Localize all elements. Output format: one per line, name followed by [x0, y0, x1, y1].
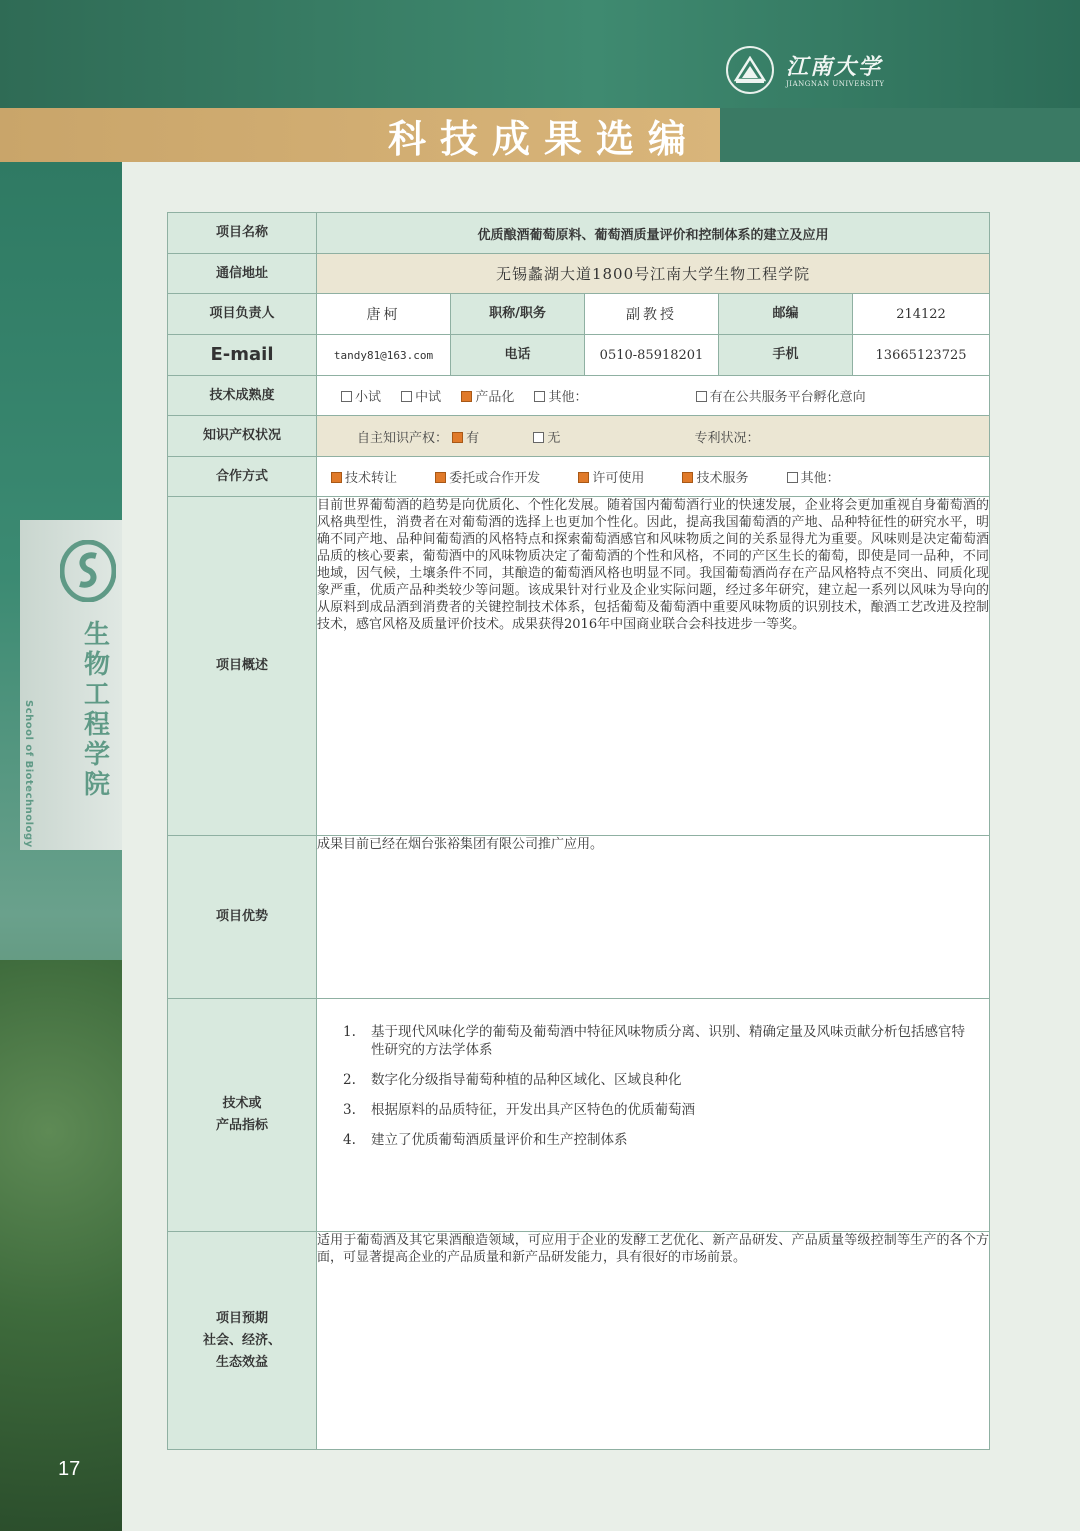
project-name-label: 项目名称 [168, 213, 317, 254]
ip-option-yes[interactable]: 有 [452, 431, 479, 446]
row-benefit [168, 1232, 990, 1450]
coop-option[interactable]: 技术服务 [682, 471, 748, 486]
checkbox-checked-icon[interactable] [331, 472, 342, 483]
maturity-option[interactable]: 其他： [534, 390, 587, 405]
checkbox-checked-icon[interactable] [452, 432, 463, 443]
postcode-label: 邮编 [719, 294, 853, 335]
advantage-label: 项目优势 [168, 836, 317, 999]
coop-option[interactable]: 许可使用 [578, 471, 644, 486]
ip-label: 知识产权状况 [168, 416, 317, 457]
indicator-list [317, 999, 989, 1149]
page-number: 17 [58, 1458, 81, 1480]
phone-value: 0510-85918201 [585, 335, 719, 376]
row-project-name [168, 213, 990, 254]
benefit-label-line1: 项目预期 [215, 1310, 268, 1326]
row-maturity [168, 376, 990, 416]
list-item: 2. 数字化分级指导葡萄种植的品种区域化、区域良种化 [343, 1072, 682, 1088]
trees-image [0, 960, 122, 1531]
indicator-label-line2: 产品指标 [215, 1118, 268, 1133]
mobile-value: 13665123725 [853, 335, 990, 376]
row-advantage [168, 836, 990, 999]
mobile-label: 手机 [719, 335, 853, 376]
project-info-table [167, 212, 990, 1450]
maturity-option[interactable]: 产品化 [461, 390, 514, 405]
banner-title: 科技成果选编 [388, 117, 701, 161]
title-value: 副教授 [585, 294, 719, 335]
school-name-en: School of Biotechnology [23, 700, 34, 848]
checkbox-icon[interactable] [533, 432, 544, 443]
overview-label: 项目概述 [168, 497, 317, 836]
school-name-cn: 生物工程学院 [83, 620, 110, 800]
checkbox-icon[interactable] [401, 391, 412, 402]
list-item: 3. 根据原料的品质特征，开发出具产区特色的优质葡萄酒 [343, 1102, 695, 1118]
checkbox-icon[interactable] [534, 391, 545, 402]
row-ip [168, 416, 990, 457]
row-contact [168, 335, 990, 376]
coop-options [317, 457, 990, 497]
title-label: 职称/职务 [451, 294, 585, 335]
university-logo [726, 46, 886, 98]
header-band [0, 0, 1080, 108]
maturity-option[interactable]: 中试 [401, 390, 441, 405]
maturity-options [317, 376, 990, 416]
list-item: 4. 建立了优质葡萄酒质量评价和生产控制体系 [343, 1132, 628, 1148]
list-item: 1. 基于现代风味化学的葡萄及葡萄酒中特征风味物质分离、识别、精确定量及风味贡献分析包括感官特性研究的方法学体系 [343, 1024, 965, 1058]
ip-option-no[interactable]: 无 [533, 431, 560, 446]
overview-text: 目前世界葡萄酒的趋势是向优质化、个性化发展。随着国内葡萄酒行业的快速发展，企业将会更加重视自身葡萄酒的风格典型性，消费者在对葡萄酒的选择上也更加个性化。因此，提高我国葡萄酒的产地、品种特征性的研究水平，明确不同产地、品种间葡萄酒的风格特点和探索葡萄酒感官和风味物质之间的关系显得尤为重要。风味则是决定葡萄酒品质的核心要素，葡萄酒中的风味物质决定了葡萄酒的个性和风格，不同的产区生长的葡萄，即使是同一品种，不同地域，因气候，土壤条件不同，其酿造的葡萄酒风格也明显不同。我国葡萄酒尚存在产品风格特点不突出、同质化现象严重，优质产品种类较少等问题。该成果针对行业及企业实际问题，经过多年研究，建立起一系列以风味为导向的从原料到成品酒到消费者的关键控制技术体系，包括葡萄及葡萄酒中重要风味物质的识别技术，酿酒工艺改进及控制技术，感官风格及质量评价技术。成果获得2016年中国商业联合会科技进步一等奖。 [317, 497, 990, 836]
checkbox-checked-icon[interactable] [578, 472, 589, 483]
row-address [168, 254, 990, 294]
checkbox-checked-icon[interactable] [682, 472, 693, 483]
university-name-en: JIANGNAN UNIVERSITY [786, 80, 885, 88]
indicator-label [168, 999, 317, 1232]
postcode-value: 214122 [853, 294, 990, 335]
ip-own-label: 自主知识产权： [357, 430, 449, 446]
address-value: 无锡蠡湖大道1800号江南大学生物工程学院 [317, 254, 990, 294]
school-logo-icon [60, 540, 116, 602]
maturity-label: 技术成熟度 [168, 376, 317, 416]
ip-options [317, 416, 990, 457]
checkbox-checked-icon[interactable] [435, 472, 446, 483]
advantage-text: 成果目前已经在烟台张裕集团有限公司推广应用。 [317, 836, 990, 999]
maturity-option[interactable]: 有在公共服务平台孵化意向 [696, 390, 866, 405]
project-name-value: 优质酿酒葡萄原料、葡萄酒质量评价和控制体系的建立及应用 [317, 213, 990, 254]
benefit-text: 适用于葡萄酒及其它果酒酿造领域，可应用于企业的发酵工艺优化、新产品研发、产品质量等级控制等生产的各个方面，可显著提高企业的产品质量和新产品研发能力，具有很好的市场前景。 [317, 1232, 990, 1450]
email-value: tandy81@163.com [317, 335, 451, 376]
maturity-option[interactable]: 小试 [341, 390, 381, 405]
university-emblem-icon [726, 46, 774, 94]
email-label: E-mail [168, 335, 317, 376]
title-band-right [720, 108, 1080, 162]
coop-option[interactable]: 技术转让 [331, 471, 397, 486]
benefit-label [168, 1232, 317, 1450]
patent-status: 专利状况： [694, 430, 760, 446]
row-indicators [168, 999, 990, 1232]
indicator-label-line1: 技术或 [222, 1096, 262, 1111]
indicator-list-cell [317, 999, 990, 1232]
benefit-label-line3: 生态效益 [215, 1354, 268, 1370]
coop-label: 合作方式 [168, 457, 317, 497]
checkbox-icon[interactable] [787, 472, 798, 483]
university-name-cn: 江南大学 [786, 54, 883, 80]
row-overview [168, 497, 990, 836]
phone-label: 电话 [451, 335, 585, 376]
coop-option[interactable]: 其他： [787, 471, 840, 486]
checkbox-icon[interactable] [341, 391, 352, 402]
leader-label: 项目负责人 [168, 294, 317, 335]
address-label: 通信地址 [168, 254, 317, 294]
leader-value: 唐柯 [317, 294, 451, 335]
row-cooperation [168, 457, 990, 497]
checkbox-checked-icon[interactable] [461, 391, 472, 402]
checkbox-icon[interactable] [696, 391, 707, 402]
benefit-label-line2: 社会、经济、 [202, 1332, 281, 1348]
coop-option[interactable]: 委托或合作开发 [435, 471, 540, 486]
row-leader [168, 294, 990, 335]
